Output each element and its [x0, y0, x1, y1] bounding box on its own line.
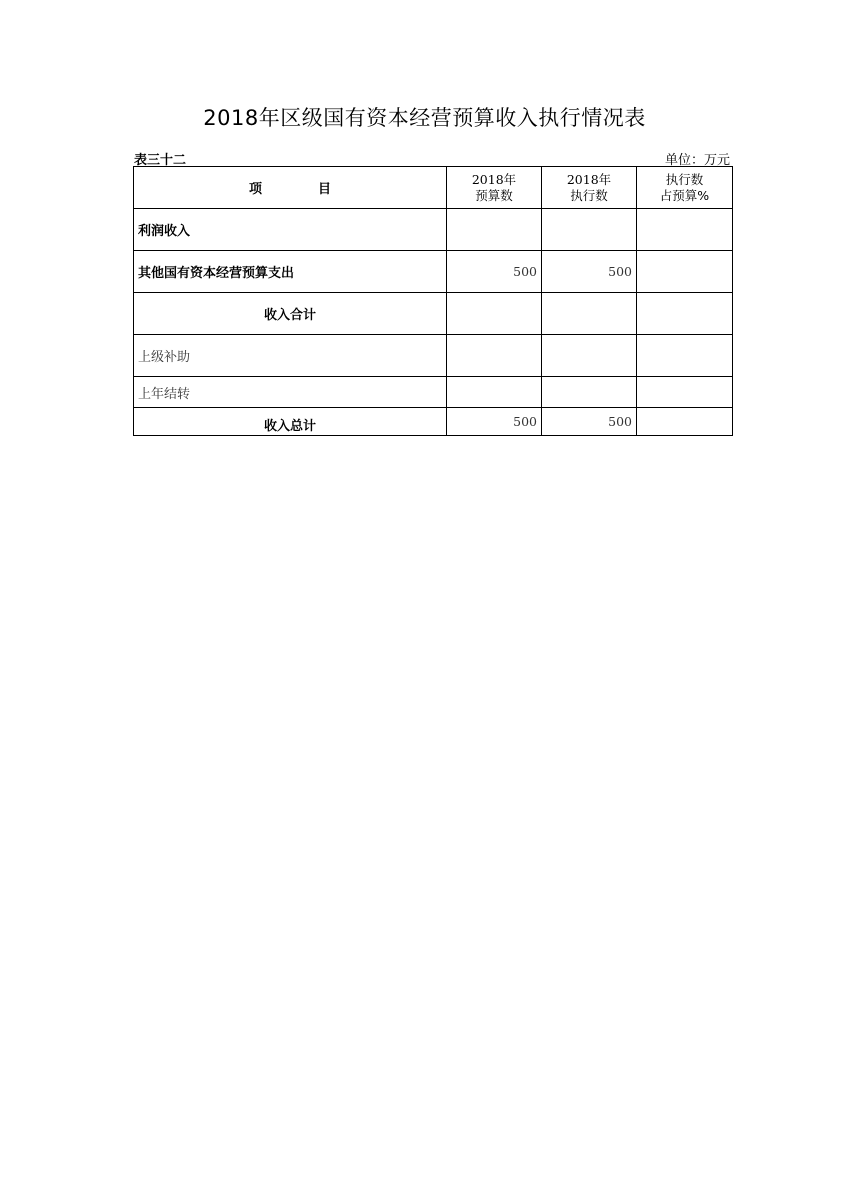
revenue-table	[133, 166, 733, 436]
header-item	[134, 167, 447, 209]
table-number: 表三十二	[134, 153, 187, 168]
header-item-left: 项	[248, 182, 262, 197]
row-budget: 500	[447, 251, 542, 293]
row-label: 利润收入	[134, 209, 447, 251]
header-exec-year: 2018年	[566, 171, 612, 187]
row-exec	[542, 209, 637, 251]
header-exec	[542, 167, 637, 209]
header-budget	[447, 167, 542, 209]
row-label: 收入合计	[134, 293, 447, 335]
table-row	[134, 377, 733, 408]
header-budget-label: 预算数	[475, 187, 513, 203]
row-ratio	[637, 408, 733, 436]
row-exec: 500	[542, 408, 637, 436]
row-ratio	[637, 293, 733, 335]
row-ratio	[637, 377, 733, 408]
row-label: 上级补助	[134, 335, 447, 377]
header-budget-year: 2018年	[471, 171, 517, 187]
row-budget	[447, 209, 542, 251]
row-budget	[447, 293, 542, 335]
header-ratio-line2: 占预算%	[659, 187, 710, 203]
header-exec-label: 执行数	[570, 187, 608, 203]
header-item-right: 目	[318, 182, 332, 197]
table-row	[134, 293, 733, 335]
row-exec	[542, 293, 637, 335]
row-ratio	[637, 335, 733, 377]
row-label: 其他国有资本经营预算支出	[134, 251, 447, 293]
header-row	[134, 167, 733, 209]
row-label: 上年结转	[134, 377, 447, 408]
row-ratio	[637, 251, 733, 293]
row-exec	[542, 377, 637, 408]
header-ratio-line1: 执行数	[665, 171, 704, 187]
row-label: 收入总计	[134, 408, 447, 436]
row-ratio	[637, 209, 733, 251]
table-row	[134, 251, 733, 293]
table-row-total	[134, 408, 733, 436]
row-exec	[542, 335, 637, 377]
row-budget	[447, 335, 542, 377]
table-row	[134, 209, 733, 251]
unit-label: 单位：万元	[664, 153, 730, 168]
row-budget	[447, 377, 542, 408]
row-exec: 500	[542, 251, 637, 293]
page-title: 2018年区级国有资本经营预算收入执行情况表	[203, 106, 646, 130]
row-budget: 500	[447, 408, 542, 436]
header-ratio	[637, 167, 733, 209]
table-row	[134, 335, 733, 377]
